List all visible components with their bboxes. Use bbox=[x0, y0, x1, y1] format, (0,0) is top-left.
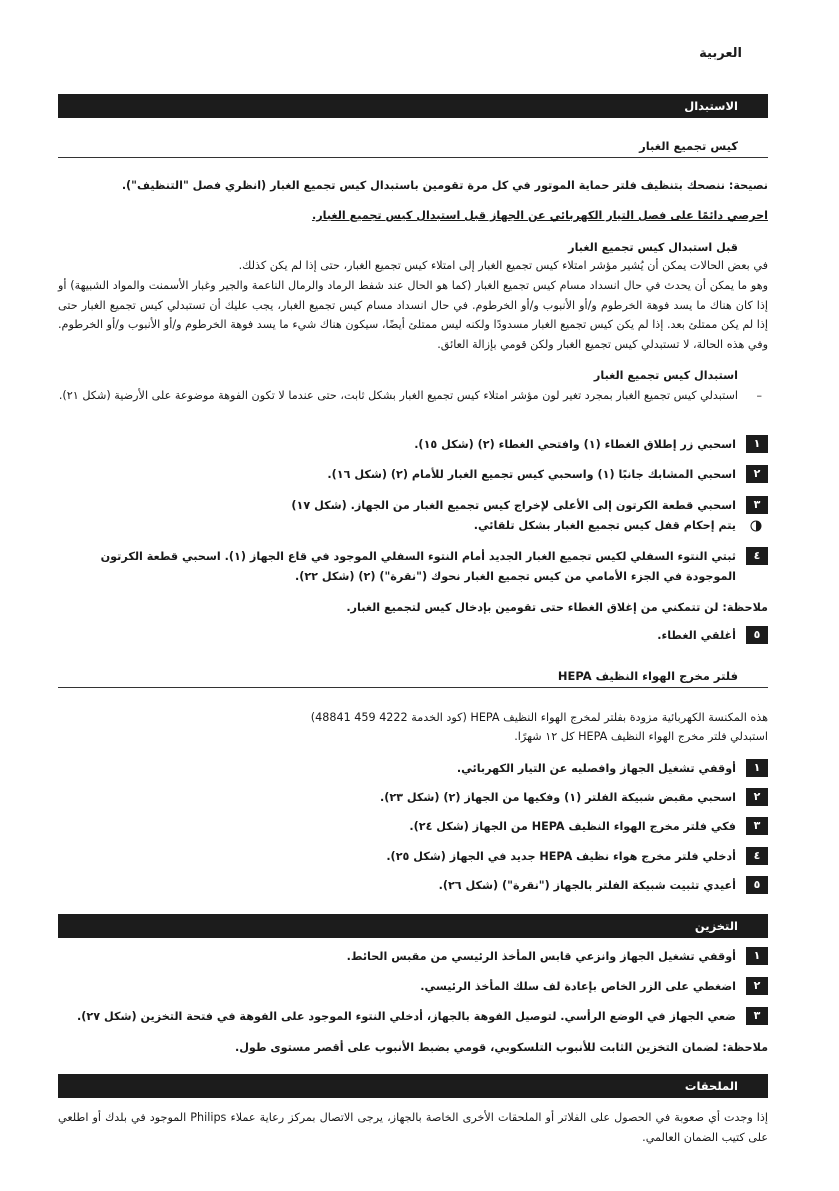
hepa-paragraph-2: استبدلي فلتر مخرج الهواء النظيف HEPA كل ١٢ شهرًا. bbox=[514, 730, 768, 743]
dash-marker: – bbox=[756, 389, 762, 402]
auto-seal-text: يتم إحكام قفل كيس تجميع الغبار بشكل تلقائي. bbox=[473, 519, 736, 532]
step-number: ٣ bbox=[746, 496, 768, 514]
step-number: ٥ bbox=[746, 626, 768, 644]
storage-note: ملاحظة: لضمان التخزين الثابت للأنبوب التلسكوبي، قومي بضبط الأنبوب على أقصر مستوى طول. bbox=[234, 1041, 768, 1054]
before-paragraph-2: وهو ما يمكن أن يحدث في حال انسداد مسام كيس تجميع الغبار (كما هو الحال عند شفط الرماد والرمال الناعمة والجير وغبار الأسمنت والمواد الشبيهة) أو إذا كان هناك ما يسد فوهة الخرطوم و/أو الأنبوب و/أو الخرطوم. في حال انسداد مسام كيس تجميع الغبار، يجب عليك أن تستبدلي كيس تجميع الغبار حتى إذا لم يكن ممتلئ بعد. إذا لم يكن كيس تجميع الغبار مسدودًا ولكنه ليس ممتلئ أيضًا، سيكون هناك شيء ما يسد فوهة الخرطوم و/أو الأنبوب و/أو الخرطوم. وفي هذه الحالة، لا تستبدلي كيس تجميع الغبار ولكن قومي بإزالة العائق. bbox=[58, 279, 768, 351]
step-text: فكي فلتر مخرج الهواء النظيف HEPA من الجهاز (شكل ٢٤). bbox=[409, 820, 736, 833]
replace-note-text: استبدلي كيس تجميع الغبار بمجرد تغير لون مؤشر امتلاء كيس تجميع الغبار بشكل ثابت، حتى عندما لا تكون الفوهة موضوعة على الأرضية (شكل ٢١). bbox=[58, 389, 738, 402]
dust-note: ملاحظة: لن تتمكني من إغلاق الغطاء حتى تقومين بإدخال كيس لتجميع الغبار. bbox=[346, 601, 768, 614]
hepa-paragraph-1: هذه المكنسة الكهربائية مزودة بفلتر لمخرج الهواء النظيف HEPA (كود الخدمة 4222 459 48841) bbox=[310, 711, 768, 724]
step-text: ثبتي النتوء السفلي لكيس تجميع الغبار الجديد أمام النتوء السفلي الموجود في قاع الجهاز (١). اسحبي قطعة الكرتون الموجودة في الجزء الأمامي من كيس تجميع الغبار نحوك ("نقرة") (٢) (شكل ٢٢). bbox=[100, 550, 736, 583]
storage-step-2 bbox=[58, 977, 768, 997]
section-bar-accessories: الملحقات bbox=[58, 1074, 768, 1098]
half-circle-bullet-icon bbox=[750, 520, 762, 532]
warning-underlined: احرصي دائمًا على فصل التيار الكهربائي عن الجهاز قبل استبدال كيس تجميع الغبار. bbox=[311, 209, 768, 222]
manual-page bbox=[58, 0, 768, 1191]
step-number: ١ bbox=[746, 759, 768, 777]
storage-step-3 bbox=[58, 1007, 768, 1027]
dust-step-4 bbox=[58, 547, 768, 587]
step-text: ضعي الجهاز في الوضع الرأسي. لتوصيل الفوهة بالجهاز، أدخلي النتوء الموجود على الفوهة في فتحة التخزين (شكل ٢٧). bbox=[77, 1010, 736, 1023]
warning-text bbox=[58, 206, 768, 226]
tip-text: نصيحة: ننصحك بتنظيف فلتر حماية الموتور في كل مرة تقومين باستبدال كيس تجميع الغبار (انظري فصل "التنظيف"). bbox=[121, 179, 768, 192]
step-text: أدخلي فلتر مخرج هواء نظيف HEPA جديد في الجهاز (شكل ٢٥). bbox=[386, 850, 736, 863]
before-heading: قبل استبدال كيس تجميع الغبار bbox=[568, 241, 738, 254]
step-text: أغلقي الغطاء. bbox=[657, 629, 736, 642]
step-number: ١ bbox=[746, 947, 768, 965]
hepa-heading: فلتر مخرج الهواء النظيف HEPA bbox=[58, 668, 768, 688]
dust-step-2 bbox=[58, 465, 768, 485]
auto-seal-line bbox=[58, 516, 768, 536]
section-bar-replacing: الاستبدال bbox=[58, 94, 768, 118]
step-text: اسحبي المشابك جانبًا (١) واسحبي كيس تجميع الغبار للأمام (٢) (شكل ١٦). bbox=[327, 468, 736, 481]
step-number: ٥ bbox=[746, 876, 768, 894]
step-text: اسحبي زر إطلاق الغطاء (١) وافتحي الغطاء (٢) (شكل ١٥). bbox=[414, 438, 736, 451]
step-number: ١ bbox=[746, 435, 768, 453]
replace-heading: استبدال كيس تجميع الغبار bbox=[593, 369, 738, 382]
dust-bag-heading: كيس تجميع الغبار bbox=[58, 138, 768, 158]
dust-step-5 bbox=[58, 626, 768, 646]
step-text: اسحبي قطعة الكرتون إلى الأعلى لإخراج كيس تجميع الغبار من الجهاز. (شكل ١٧) bbox=[291, 499, 736, 512]
step-text: أوقفي تشغيل الجهاز وافصليه عن التيار الكهربائي. bbox=[456, 762, 736, 775]
step-number: ٤ bbox=[746, 547, 768, 565]
step-number: ٢ bbox=[746, 465, 768, 483]
hepa-step-4 bbox=[58, 847, 768, 867]
step-text: أعيدي تثبيت شبيكة الفلتر بالجهاز ("نقرة") (شكل ٢٦). bbox=[438, 879, 736, 892]
dust-step-1 bbox=[58, 435, 768, 455]
step-number: ٢ bbox=[746, 977, 768, 995]
before-paragraph-1: في بعض الحالات يمكن أن يُشير مؤشر امتلاء كيس تجميع الغبار إلى امتلاء كيس تجميع الغبار، حتى إذا لم يكن كذلك. bbox=[238, 259, 768, 272]
accessories-text: إذا وجدت أي صعوبة في الحصول على الفلاتر أو الملحقات الأخرى الخاصة بالجهاز، يرجى الاتصال بمركز رعاية عملاء Philips الموجود في بلدك أو اطلعي على كتيب الضمان العالمي. bbox=[58, 1111, 768, 1144]
hepa-step-2 bbox=[58, 788, 768, 808]
dust-step-3 bbox=[58, 496, 768, 516]
step-number: ٢ bbox=[746, 788, 768, 806]
language-label: العربية bbox=[699, 46, 742, 61]
step-text: أوقفي تشغيل الجهاز وانزعي قابس المأخذ الرئيسي من مقبس الحائط. bbox=[346, 950, 736, 963]
step-number: ٣ bbox=[746, 1007, 768, 1025]
step-number: ٤ bbox=[746, 847, 768, 865]
step-text: اضغطي على الزر الخاص بإعادة لف سلك المأخذ الرئيسي. bbox=[420, 980, 736, 993]
hepa-step-1 bbox=[58, 759, 768, 779]
storage-step-1 bbox=[58, 947, 768, 967]
step-number: ٣ bbox=[746, 817, 768, 835]
replace-note bbox=[58, 386, 768, 406]
step-text: اسحبي مقبض شبيكة الفلتر (١) وفكيها من الجهاز (٢) (شكل ٢٣). bbox=[379, 791, 736, 804]
section-bar-storage: التخزين bbox=[58, 914, 768, 938]
hepa-step-3 bbox=[58, 817, 768, 837]
hepa-step-5 bbox=[58, 876, 768, 896]
